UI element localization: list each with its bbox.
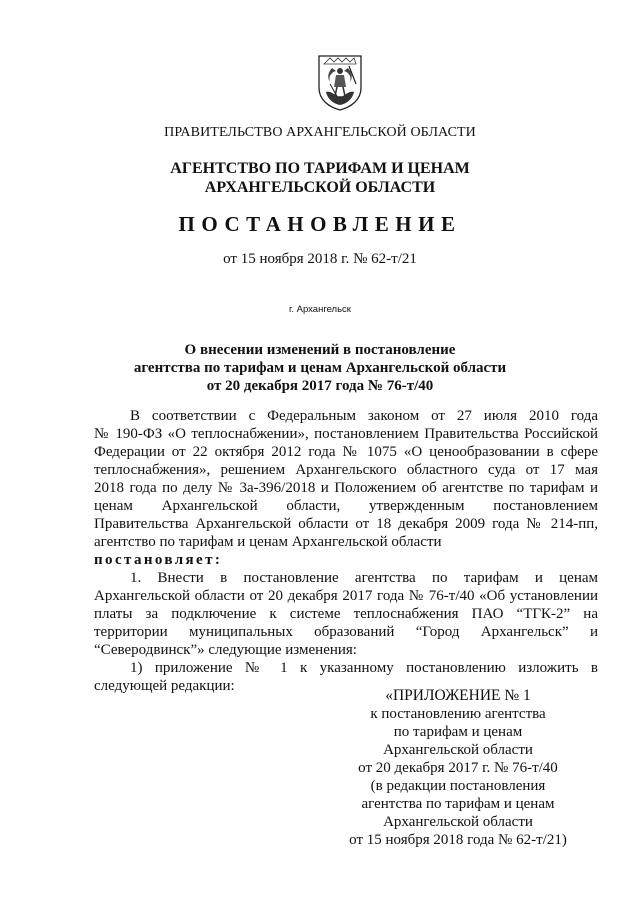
- preamble-line: агентство по тарифам и ценам Архангельской области: [94, 534, 442, 550]
- item-1-line: “Северодвинск”» следующие изменения:: [94, 642, 357, 658]
- preamble-line: Федерации от 22 октября 2012 года № 1075 «О ценообразовании в сфере: [94, 444, 598, 460]
- appendix-line: Архангельской области: [383, 742, 533, 758]
- agency-name: [0, 159, 640, 197]
- preamble-line: теплоснабжения», решением Архангельского областного суда от 17 мая: [94, 462, 598, 478]
- appendix-line: по тарифам и ценам: [393, 724, 523, 740]
- appendix-heading: [330, 687, 586, 849]
- document-city: г. Архангельск: [289, 304, 351, 315]
- subitem-1-line: следующей редакции:: [94, 678, 235, 694]
- preamble-line: № 190-ФЗ «О теплоснабжении», постановлением Правительства Российской: [94, 426, 598, 442]
- title-line1: О внесении изменений в постановление: [184, 342, 456, 358]
- document-title: [0, 341, 640, 395]
- item-1-line: Архангельской области от 20 декабря 2017 года № 76-т/40 «Об установлении: [94, 588, 598, 604]
- title-line3: от 20 декабря 2017 года № 76-т/40: [206, 378, 434, 394]
- preamble-line: Правительства Архангельской области от 18 декабря 2009 года № 214-пп,: [94, 516, 598, 532]
- item-1-line: платы за подключение к системе теплоснабжения ПАО “ТГК-2” на: [94, 606, 598, 622]
- title-line2: агентства по тарифам и ценам Архангельской области: [133, 360, 507, 376]
- appendix-line: агентства по тарифам и ценам: [361, 796, 555, 812]
- subitem-1-line: 1) приложение № 1 к указанному постановлению изложить в: [130, 660, 598, 676]
- preamble-word: области,: [286, 498, 341, 514]
- preamble-line: В соответствии с Федеральным законом от 27 июля 2010 года: [130, 408, 598, 424]
- decree-word: постановляет:: [94, 552, 223, 568]
- appendix-line: (в редакции постановления: [370, 778, 546, 794]
- preamble-word: Архангельской: [161, 498, 258, 514]
- government-name: ПРАВИТЕЛЬСТВО АРХАНГЕЛЬСКОЙ ОБЛАСТИ: [164, 125, 476, 140]
- preamble-paragraph: [94, 407, 598, 569]
- appendix-line: от 15 ноября 2018 года № 62-т/21): [349, 832, 567, 848]
- document-date-number: от 15 ноября 2018 г. № 62-т/21: [223, 251, 417, 267]
- agency-name-line2: АРХАНГЕЛЬСКОЙ ОБЛАСТИ: [204, 179, 436, 196]
- coat-of-arms-emblem: [316, 54, 364, 112]
- item-1-line: 1. Внести в постановление агентства по тарифам и ценам: [130, 570, 598, 586]
- preamble-word: ценам: [94, 498, 133, 514]
- appendix-line: «ПРИЛОЖЕНИЕ № 1: [385, 687, 531, 704]
- agency-name-line1: АГЕНТСТВО ПО ТАРИФАМ И ЦЕНАМ: [170, 160, 470, 177]
- appendix-line: Архангельской области: [383, 814, 533, 830]
- preamble-line: 2018 года по делу № 3а-396/2018 и Положением об агентстве по тарифам и: [94, 480, 598, 496]
- item-1-paragraph: [94, 569, 598, 659]
- appendix-line: к постановлению агентства: [370, 706, 546, 722]
- preamble-spread-line: [94, 497, 598, 515]
- document-type: ПОСТАНОВЛЕНИЕ: [178, 212, 462, 236]
- preamble-word: утвержденным: [369, 498, 465, 514]
- preamble-word: постановлением: [493, 498, 598, 514]
- appendix-line: от 20 декабря 2017 г. № 76-т/40: [358, 760, 558, 776]
- item-1-line: территории муниципальных образований “Город Архангельск” и: [94, 624, 598, 640]
